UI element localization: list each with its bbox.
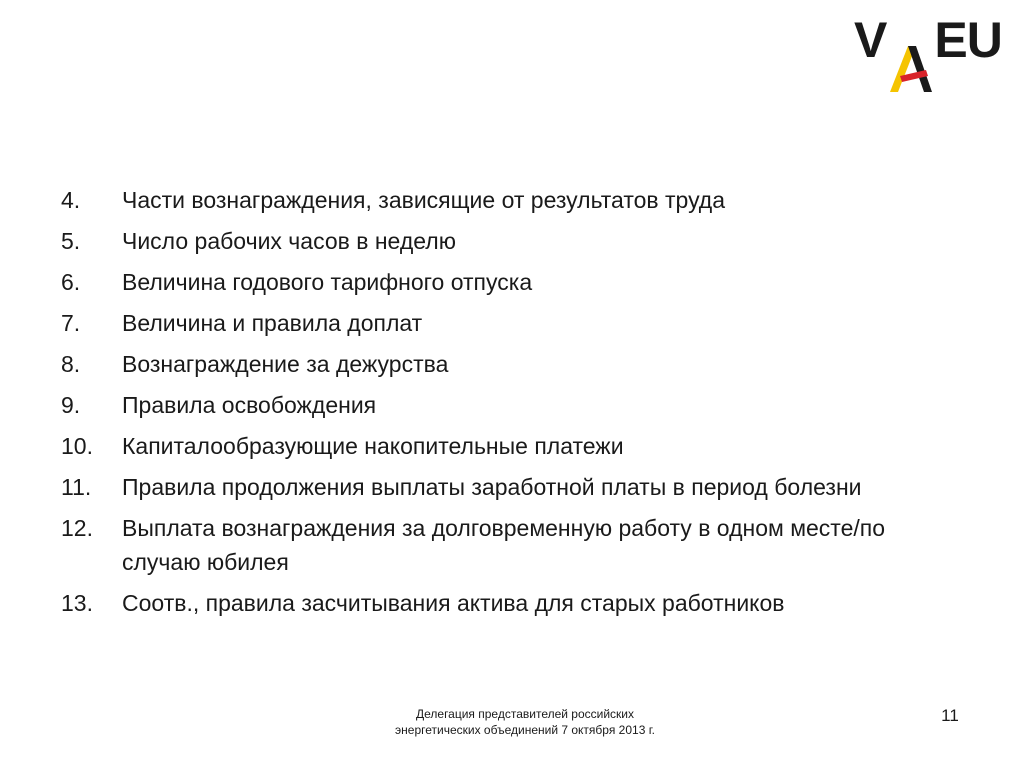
logo-letter-v: V <box>854 12 887 68</box>
list-item <box>61 586 961 620</box>
list-item-text: Правила освобождения <box>122 392 377 418</box>
footer-line-2: энергетических объединений 7 октября 2013 г. <box>395 723 655 737</box>
list-item <box>61 470 961 504</box>
list-item <box>61 347 961 381</box>
list-item-text: Величина и правила доплат <box>122 310 423 336</box>
list-item-number: 9. <box>61 392 81 418</box>
list-item <box>61 306 961 340</box>
list-item-text: Выплата вознаграждения за долговременную работу в одном месте/по случаю юбилея <box>122 515 886 575</box>
logo-letter-e: E <box>934 12 967 68</box>
list-item-text: Вознаграждение за дежурства <box>122 351 449 377</box>
list-item <box>61 388 961 422</box>
list-item-number: 6. <box>61 269 81 295</box>
list-item-number: 7. <box>61 310 81 336</box>
list-item <box>61 265 961 299</box>
footer-line-1: Делегация представителей российских <box>415 707 635 721</box>
list-item-number: 10. <box>61 433 93 459</box>
list-item-text: Соотв., правила засчитывания актива для старых работников <box>122 590 785 616</box>
list-item <box>61 511 961 579</box>
list-item-text: Части вознаграждения, зависящие от результатов труда <box>122 187 726 213</box>
list-item <box>61 183 961 217</box>
vaeu-logo <box>854 10 1020 70</box>
list-item-number: 12. <box>61 515 93 541</box>
list-item <box>61 224 961 258</box>
list-item-text: Капиталообразующие накопительные платежи <box>122 433 624 459</box>
numbered-list <box>61 183 961 620</box>
list-item-text: Число рабочих часов в неделю <box>122 228 456 254</box>
list-item-number: 11. <box>61 474 92 500</box>
list-item-text: Правила продолжения выплаты заработной платы в период болезни <box>122 474 862 500</box>
list-item-number: 5. <box>61 228 81 254</box>
list-item-number: 13. <box>61 590 93 616</box>
list-item-text: Величина годового тарифного отпуска <box>122 269 533 295</box>
list-item-number: 4. <box>61 187 81 213</box>
slide-content <box>61 183 961 627</box>
page-number: 11 <box>941 706 959 725</box>
logo-a-mark <box>886 40 934 100</box>
logo-letter-u: U <box>966 12 1002 68</box>
list-item <box>61 429 961 463</box>
list-item-number: 8. <box>61 351 81 377</box>
slide-footer <box>340 706 710 738</box>
logo-wordmark <box>854 10 1020 70</box>
